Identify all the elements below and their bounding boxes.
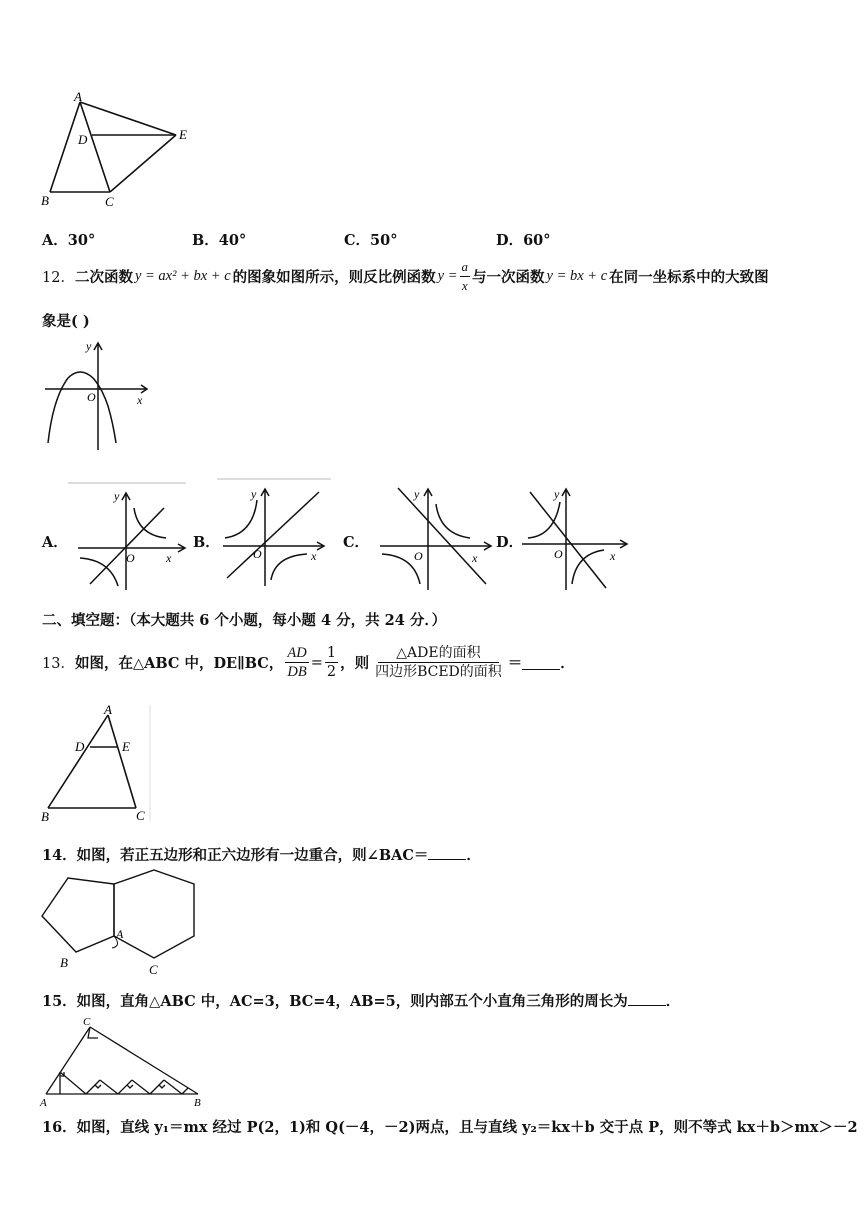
q11-label-e: E <box>179 127 187 142</box>
q11-label-a: A <box>74 92 82 104</box>
q13-label-b: B <box>41 809 49 824</box>
q11-option-a: A．30° <box>42 232 96 249</box>
q13-question: 13． 如图，在△ABC 中，DE∥BC， $\frac{AD}{DB}$ = $\frac{1}{2}$ ，则 $\frac{\text{△ADE的面积}}{\text{四边形BCED的面积}}$ ＝ ． <box>42 645 575 680</box>
q11-option-d: D．60° <box>496 232 551 249</box>
q12-parabola-figure <box>40 338 160 454</box>
svg-text:y: y <box>114 489 120 503</box>
q12-option-b-graph <box>215 476 335 588</box>
q12-option-d-graph <box>518 480 630 592</box>
q13-figure <box>38 703 154 825</box>
section-heading-fill-in: 二、填空题：（本大题共 6 个小题，每小题 4 分，共 24 分．） <box>42 612 447 629</box>
q15-label-a: A <box>40 1097 47 1108</box>
q13-label-a: A <box>104 703 112 717</box>
svg-text:y: y <box>554 487 560 501</box>
svg-text:x: x <box>610 549 616 563</box>
q11-option-b: B．40° <box>192 232 247 249</box>
q12-axis-x: x <box>137 393 143 407</box>
q12-option-c-label: C． <box>343 534 370 551</box>
q12-question-line2: 象是( ) <box>42 313 90 330</box>
q16-question: 16．如图，直线 y₁＝mx 经过 P(2，1)和 Q(－4，－2)两点，且与直线 y₂＝kx＋b 交于点 P，则不等式 kx＋b＞mx＞－2 <box>42 1119 858 1136</box>
q15-label-b: B <box>194 1097 201 1108</box>
q12-option-c-graph <box>374 480 496 592</box>
q11-label-b: B <box>41 193 49 208</box>
q14-answer-blank <box>428 845 466 860</box>
q12-option-d-label: D． <box>496 534 524 551</box>
q15-answer-blank <box>628 991 666 1006</box>
q14-figure <box>38 866 200 980</box>
q12-origin: O <box>87 390 96 404</box>
q11-option-c: C．50° <box>344 232 398 249</box>
q12-option-b-label: B． <box>193 534 220 551</box>
svg-text:y: y <box>251 487 257 501</box>
q14-label-c: C <box>149 962 158 977</box>
q15-question: 15．如图，直角△ABC 中，AC=3，BC=4，AB=5，则内部五个小直角三角形的周长为 ． <box>42 993 681 1010</box>
svg-text:O: O <box>414 549 423 563</box>
q11-figure <box>38 92 198 212</box>
q12-option-a-label: A． <box>42 534 68 551</box>
svg-text:x: x <box>472 551 478 565</box>
svg-text:y: y <box>414 487 420 501</box>
q15-label-c: C <box>83 1016 91 1028</box>
q14-label-a: A <box>116 927 124 941</box>
q14-question: 14．如图，若正五边形和正六边形有一边重合，则∠BAC＝ ． <box>42 847 481 864</box>
svg-text:O: O <box>253 547 262 561</box>
q14-label-b: B <box>60 955 68 970</box>
svg-text:x: x <box>311 549 317 563</box>
svg-text:O: O <box>554 547 563 561</box>
q12-question: 12． 二次函数 y = ax² + bx + c 的图象如图所示，则反比例函数 y = $\frac{a}{x}$ 与一次函数 y = bx + c 在同一坐标系中的大致图 <box>42 259 769 293</box>
svg-text:O: O <box>126 551 135 565</box>
q13-answer-blank <box>522 655 560 670</box>
q11-label-d: D <box>78 132 88 147</box>
q13-label-e: E <box>122 739 130 754</box>
q12-option-a-graph <box>66 480 188 592</box>
q13-label-d: D <box>75 739 85 754</box>
q15-figure <box>38 1014 204 1108</box>
q11-label-c: C <box>105 194 114 209</box>
q13-label-c: C <box>136 808 145 823</box>
q12-axis-y: y <box>86 339 92 353</box>
svg-text:x: x <box>166 551 172 565</box>
